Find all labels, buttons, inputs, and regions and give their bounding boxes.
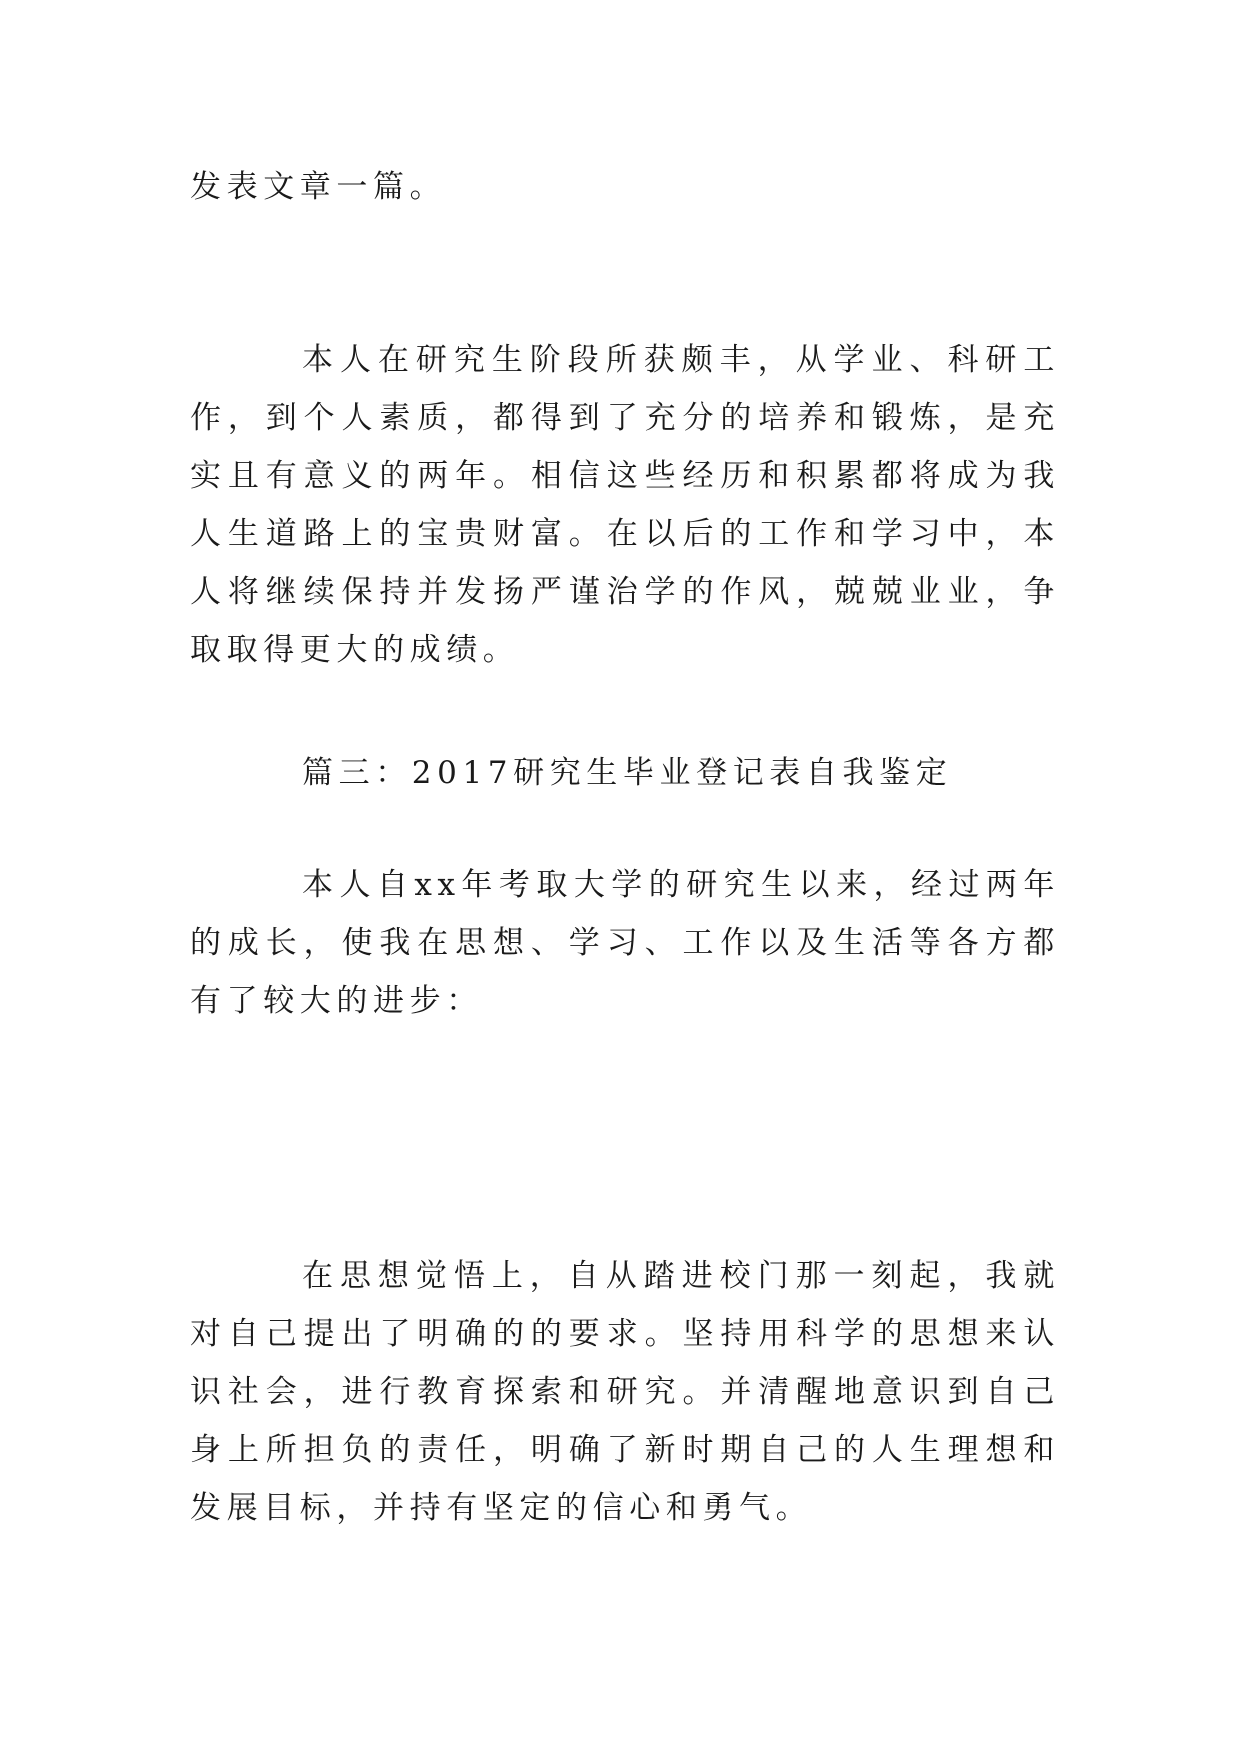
paragraph-ideology: 在思想觉悟上，自从踏进校门那一刻起，我就对自己提出了明确的的要求。坚持用科学的思想来认识社会，进行教育探索和研究。并清醒地意识到自己身上所担负的责任，明确了新时期自己的人生理想和发展目标，并持有坚定的信心和勇气。 (190, 1258, 1060, 1526)
paragraph-intro: 本人自xx年考取大学的研究生以来，经过两年的成长，使我在思想、学习、工作以及生活等各方都有了较大的进步： (190, 867, 1060, 1019)
section-heading: 篇三：2017研究生毕业登记表自我鉴定 (302, 755, 953, 791)
paragraph-fragment: 发表文章一篇。 (190, 169, 447, 205)
paragraph-summary: 本人在研究生阶段所获颇丰，从学业、科研工作，到个人素质，都得到了充分的培养和锻炼，是充实且有意义的两年。相信这些经历和积累都将成为我人生道路上的宝贵财富。在以后的工作和学习中，本人将继续保持并发扬严谨治学的作风，兢兢业业，争取取得更大的成绩。 (190, 342, 1060, 668)
